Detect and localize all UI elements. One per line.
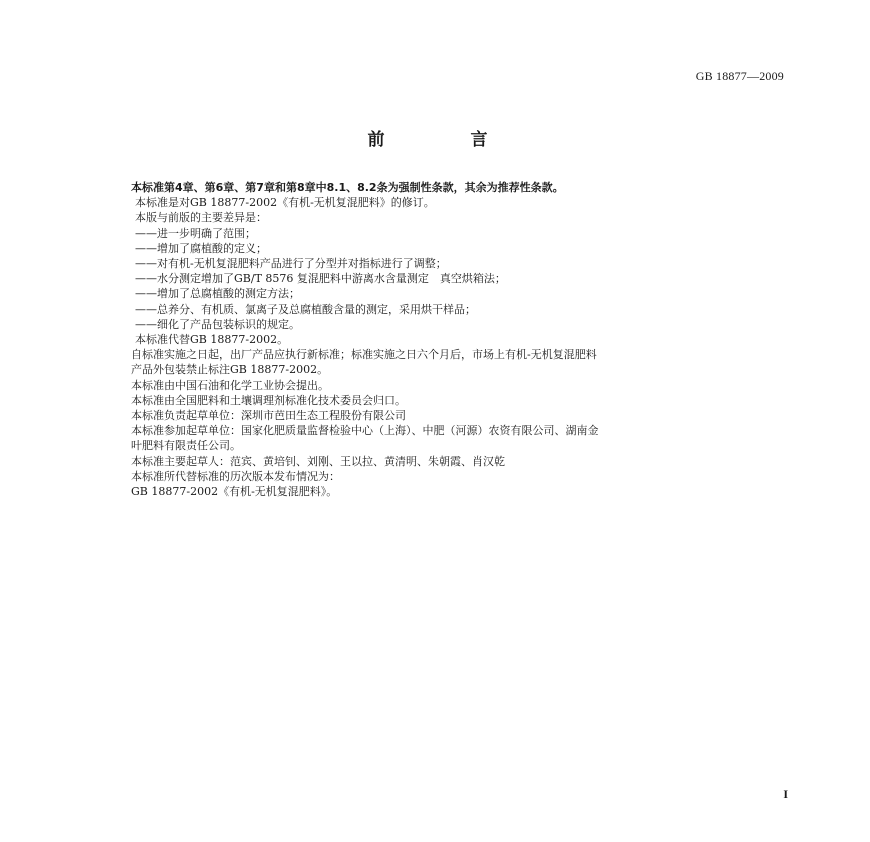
list-item: ——对有机-无机复混肥料产品进行了分型并对指标进行了调整； (135, 257, 447, 271)
text-line: 本标准所代替标准的历次版本发布情况为： (131, 469, 340, 483)
text-line: 本标准是对GB 18877-2002《有机-无机复混肥料》的修订。 (135, 196, 435, 210)
text-line: GB 18877-2002《有机-无机复混肥料》。 (131, 485, 338, 499)
text-line: 产品外包装禁止标注GB 18877-2002。 (131, 363, 329, 377)
mandatory-clauses-line: 本标准第4章、第6章、第7章和第8章中8.1、8.2条为强制性条款，其余为推荐性条款。 (131, 181, 564, 194)
text-line: 本版与前版的主要差异是： (135, 211, 267, 225)
list-item: ——水分测定增加了GB/T 8576 复混肥料中游离水含量测定 真空烘箱法； (135, 272, 506, 286)
text-line: 本标准由全国肥料和土壤调理剂标准化技术委员会归口。 (131, 393, 406, 407)
text-line: 本标准由中国石油和化学工业协会提出。 (131, 378, 329, 392)
text-line: 本标准参加起草单位：国家化肥质量监督检验中心（上海）、中肥（河源）农资有限公司、湖南金 (131, 424, 599, 438)
foreword-body (131, 180, 791, 499)
list-item: ——进一步明确了范围； (135, 226, 256, 240)
list-item: ——总养分、有机质、氯离子及总腐植酸含量的测定，采用烘干样品； (135, 302, 476, 316)
standard-code: GB 18877—2009 (695, 69, 784, 83)
text-line: 本标准负责起草单位：深圳市芭田生态工程股份有限公司 (131, 409, 406, 423)
list-item: ——增加了总腐植酸的测定方法； (135, 287, 300, 301)
text-line: 本标准主要起草人：范宾、黄培钊、刘刚、王以拉、黄清明、朱朝霞、肖汉乾 (131, 454, 505, 468)
page-title: 前 言 (367, 130, 528, 150)
text-line: 叶肥料有限责任公司。 (131, 439, 241, 453)
list-item: ——细化了产品包装标识的规定。 (135, 317, 300, 331)
list-item: ——增加了腐植酸的定义； (135, 241, 267, 255)
text-line: 本标准代替GB 18877-2002。 (135, 333, 289, 347)
page-number: I (783, 787, 788, 801)
text-line: 自标准实施之日起，出厂产品应执行新标准；标准实施之日六个月后，市场上有机-无机复混肥料 (131, 348, 597, 362)
